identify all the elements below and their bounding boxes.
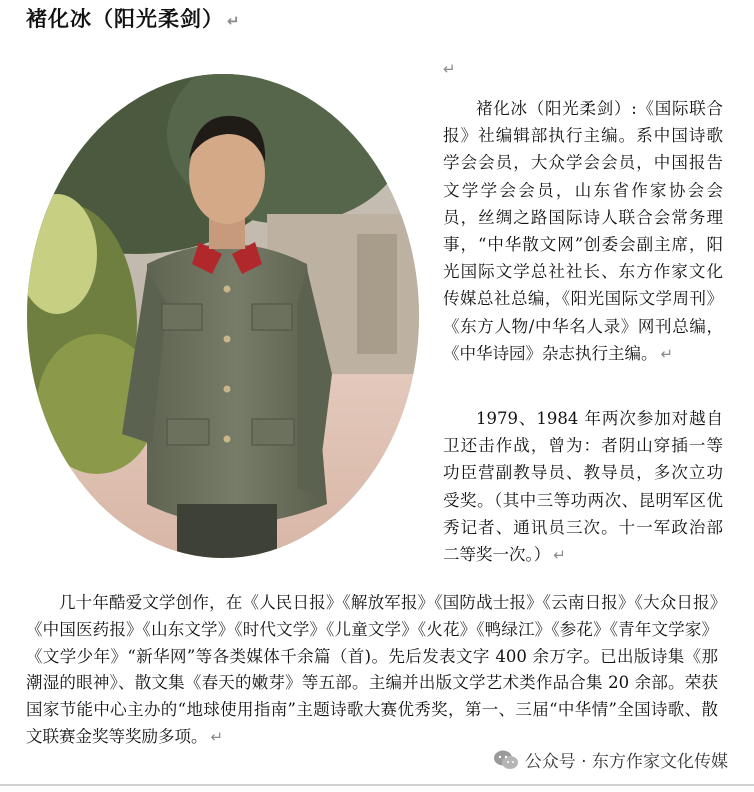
watermark-text: 公众号 · 东方作家文化传媒	[524, 752, 728, 772]
wechat-icon	[493, 749, 519, 771]
paragraph-mark: ↵	[210, 727, 224, 746]
service-column	[443, 405, 723, 569]
paragraph-mark: ↵	[227, 12, 241, 30]
account-watermark	[489, 745, 732, 774]
page-bottom-divider	[0, 784, 754, 786]
bio-paragraph-2: 1979、1984 年两次参加对越自卫还击作战，曾为：者阴山穿插一等功臣营副教导员、教导员，多次立功受奖。（其中三等功两次、昆明军区优秀记者、通讯员三次。十一军政治部二等奖一次。） ↵	[443, 409, 723, 565]
career-paragraph-block	[26, 590, 718, 751]
bio-paragraph-1: 褚化冰（阳光柔剑）:《国际联合报》社编辑部执行主编。系中国诗歌学会会员，大众学会会员，中国报告文学学会会员，山东省作家协会会员，丝绸之路国际诗人联合会常务理事，“中华散文网”创委会副主席，阳光国际文学总社社长、东方作家文化传媒总社总编，《阳光国际文学周刊》《东方人物/中华名人录》网刊总编，《中华诗园》杂志执行主编。 ↵	[443, 99, 723, 363]
paragraph-mark: ↵	[660, 344, 674, 363]
paragraph-mark: ↵	[553, 546, 566, 565]
paragraph-mark: ↵	[443, 60, 456, 78]
portrait-photo	[27, 74, 419, 558]
portrait-illustration	[27, 74, 419, 558]
page-title: 褚化冰（阳光柔剑） ↵	[26, 6, 241, 31]
bio-column	[443, 95, 723, 368]
career-paragraph: 几十年酷爱文学创作，在《人民日报》《解放军报》《国防战士报》《云南日报》《大众日报》《中国医药报》《山东文学》《时代文学》《儿童文学》《火花》《鸭绿江》《参花》《青年文学家》《文学少年》“新华网”等各类媒体千余篇（首)。先后发表文字 400 余万字。已出版诗集《那潮湿的眼神》、散文集《春天的嫩芽》等五部。主编并出版文学艺术类作品合集 20 余部。荣获国家节能中心主办的“地球使用指南”主题诗歌大赛优秀奖，第一、三届“中华情”全国诗歌、散文联赛金奖等奖励多项。 ↵	[26, 593, 718, 746]
